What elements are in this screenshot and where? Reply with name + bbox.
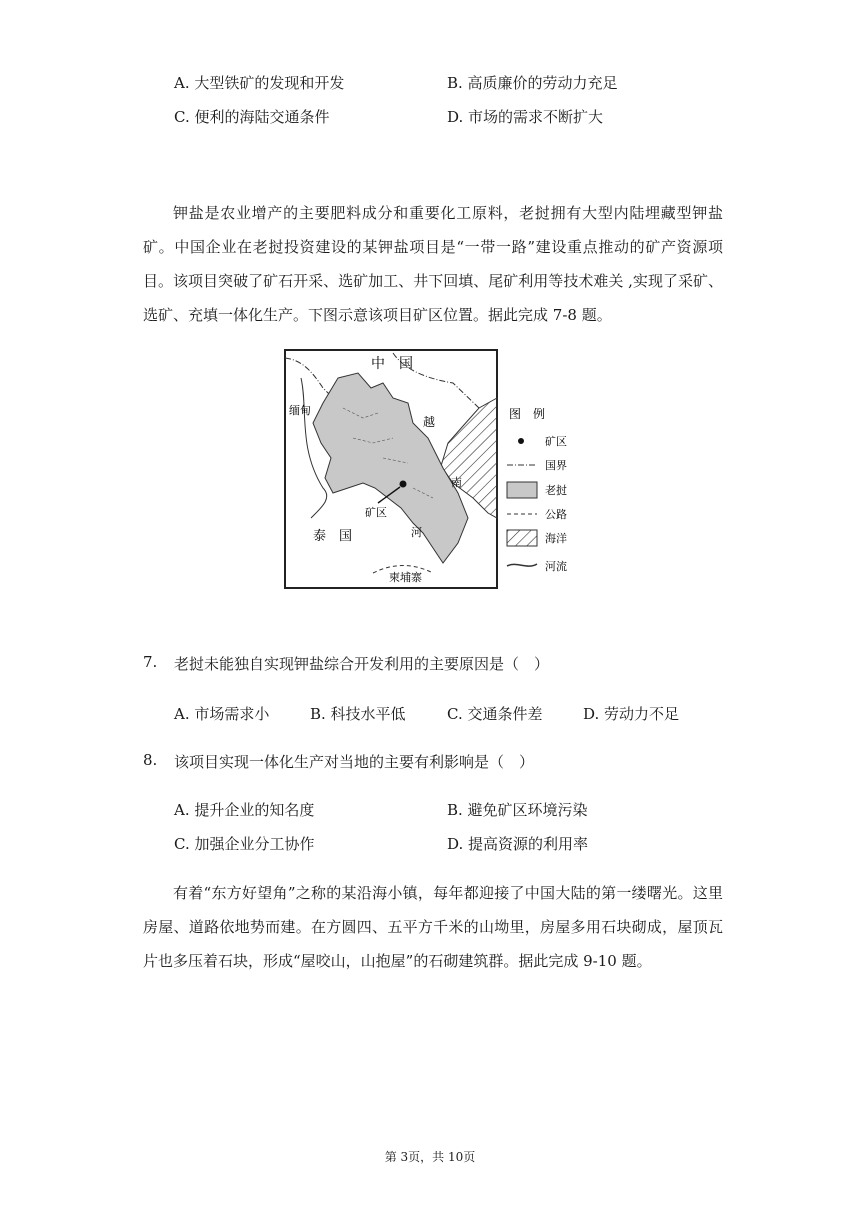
label-mine: 矿区 xyxy=(365,506,387,519)
label-river: 河 xyxy=(411,526,422,539)
laos-map xyxy=(283,348,583,592)
q8-option-a: A. 提升企业的知名度 xyxy=(174,801,315,819)
q8-text: 该项目实现一体化生产对当地的主要有利影响是（ ） xyxy=(174,753,535,771)
passage-coastal-town-text: 有着“东方好望角”之称的某沿海小镇，每年都迎接了中国大陆的第一缕曙光。这里房屋、道路依地势而建。在方圆四、五平方千米的山坳里，房屋多用石块砌成，屋顶瓦片也多压着石块，形成“屋咬山，山抱屋”的石砌建筑群。据此完成 9-10 题。 xyxy=(143,884,723,970)
q6-option-d: D. 市场的需求不断扩大 xyxy=(447,108,604,126)
q8-option-b: B. 避免矿区环境污染 xyxy=(447,801,588,819)
legend-road: 公路 xyxy=(545,508,567,521)
label-cambodia: 柬埔寨 xyxy=(389,571,422,584)
legend-laos: 老挝 xyxy=(545,484,567,497)
label-nan: 南 xyxy=(451,476,462,489)
label-vietnam: 越 xyxy=(423,415,436,429)
legend-mine: 矿区 xyxy=(545,435,567,448)
q8-number: 8. xyxy=(143,751,158,769)
legend-laos-symbol xyxy=(507,482,537,498)
legend-river-symbol xyxy=(507,564,537,566)
page-footer: 第 3页，共 10页 xyxy=(384,1150,476,1164)
laos-map-figure xyxy=(283,348,583,592)
label-thailand: 泰 国 xyxy=(313,529,353,544)
q7-option-b: B. 科技水平低 xyxy=(310,705,406,723)
legend-title: 图 例 xyxy=(509,407,546,421)
legend-river: 河流 xyxy=(545,560,567,573)
q7-option-d: D. 劳动力不足 xyxy=(583,705,680,723)
legend-sea: 海洋 xyxy=(545,532,567,545)
legend-border: 国界 xyxy=(545,459,567,472)
q7-option-c: C. 交通条件差 xyxy=(447,705,543,723)
legend-mine-symbol xyxy=(518,438,524,444)
q7-number: 7. xyxy=(143,653,158,671)
q6-option-b: B. 高质廉价的劳动力充足 xyxy=(447,74,618,92)
label-myanmar: 缅甸 xyxy=(289,404,311,417)
label-china: 中 国 xyxy=(371,356,413,372)
passage-coastal-town xyxy=(143,876,723,978)
q8-option-d: D. 提高资源的利用率 xyxy=(447,835,589,853)
q6-option-c: C. 便利的海陆交通条件 xyxy=(174,108,330,126)
mine-dot xyxy=(400,481,407,488)
q8-option-c: C. 加强企业分工协作 xyxy=(174,835,315,853)
passage-potash xyxy=(143,196,723,332)
q7-option-a: A. 市场需求小 xyxy=(174,705,270,723)
passage-potash-text: 钾盐是农业增产的主要肥料成分和重要化工原料，老挝拥有大型内陆埋藏型钾盐矿。中国企业在老挝投资建设的某钾盐项目是“一带一路”建设重点推动的矿产资源项目。该项目突破了矿石开采、选矿加工、井下回填、尾矿利用等技术难关 ,实现了采矿、选矿、充填一体化生产。下图示意该项目矿区位置。据此完成 7-8 题。 xyxy=(143,204,723,324)
q6-option-a: A. 大型铁矿的发现和开发 xyxy=(174,74,345,92)
q7-text: 老挝未能独自实现钾盐综合开发利用的主要原因是（ ） xyxy=(174,655,550,673)
legend-sea-symbol xyxy=(507,530,537,546)
